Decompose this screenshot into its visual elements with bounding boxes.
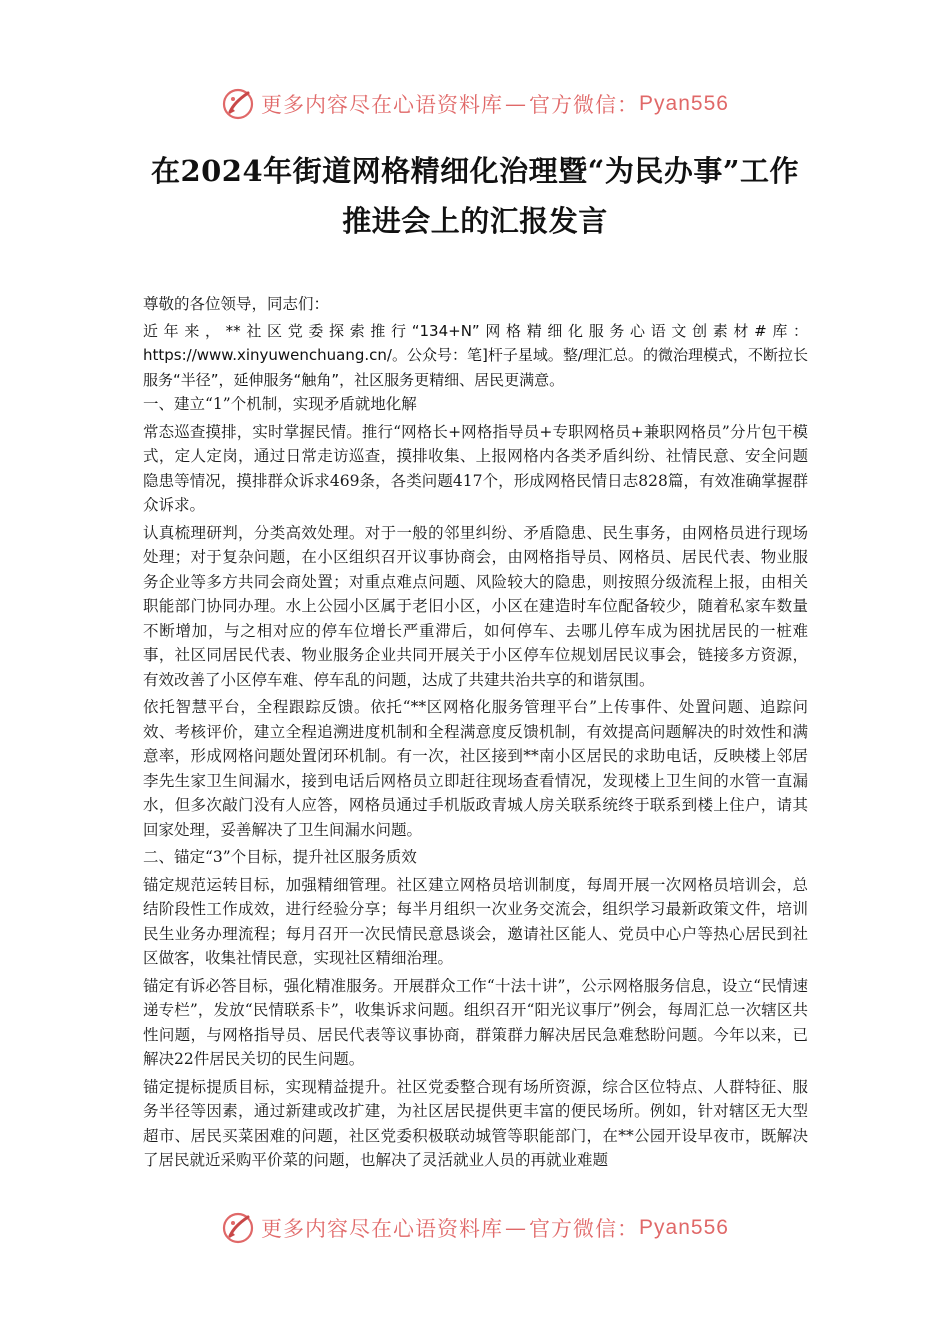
- intro-paragraph: 近年来，**社区党委探索推行“134+N”网格精细化服务心语文创素材#库：https://www.xinyuwenchuang.cn/。公众号：笔]杆子星域。整/理汇总。的微治理模式，不断拉长服务“半径”，延伸服务“触角”，社区服务更精细、居民更满意。: [143, 321, 808, 389]
- banner-account: Pyan556: [639, 92, 729, 115]
- banner-account: Pyan556: [639, 1216, 729, 1239]
- section-2-heading: 二、锚定“3”个目标，提升社区服务质效: [143, 848, 417, 866]
- paragraph-5: 锚定有诉必答目标，强化精准服务。开展群众工作“十法十讲”，公示网格服务信息，设立“民情速递专栏”，发放“民情联系卡”，收集诉求问题。组织召开“阳光议事厅”例会，每周汇总一次辖区共性问题，与网格指导员、居民代表等议事协商，群策群力解决居民急难愁盼问题。今年以来，已解决22件居民关切的民生问题。: [143, 976, 808, 1068]
- brush-logo-icon: [221, 87, 255, 121]
- paragraph-3: 依托智慧平台，全程跟踪反馈。依托“**区网格化服务管理平台”上传事件、处置问题、追踪问效、考核评价，建立全程追溯进度机制和全程满意度反馈机制，有效提高问题解决的时效性和满意率，形成网格问题处置闭环机制。有一次，社区接到**南小区居民的求助电话，反映楼上邻居李先生家卫生间漏水，接到电话后网格员立即赶往现场查看情况，发现楼上卫生间的水管一直漏水，但多次敲门没有人应答，网格员通过手机版政青城人房关联系统终于联系到楼上住户，请其回家处理，妥善解决了卫生间漏水问题。: [143, 698, 808, 839]
- document-title: [130, 146, 820, 246]
- title-line-1: 在2024年街道网格精细化治理暨“为民办事”工作: [150, 154, 800, 188]
- footer-watermark-banner: [0, 1208, 950, 1248]
- banner-separator: —: [505, 92, 528, 116]
- banner-account-label: 官方微信：: [529, 93, 640, 117]
- brush-logo-icon: [221, 1211, 255, 1245]
- paragraph-6: 锚定提标提质目标，实现精益提升。社区党委整合现有场所资源，综合区位特点、人群特征、服务半径等因素，通过新建或改扩建，为社区居民提供更丰富的便民场所。例如，针对辖区无大型超市、居民买菜困难的问题，社区党委积极联动城管等职能部门，在**公园开设早夜市，既解决了居民就近采购平价菜的问题，也解决了灵活就业人员的再就业难题: [143, 1077, 808, 1169]
- section-1-heading: 一、建立“1”个机制，实现矛盾就地化解: [143, 395, 417, 413]
- title-line-2: 推进会上的汇报发言: [342, 204, 608, 238]
- paragraph-2: 认真梳理研判，分类高效处理。对于一般的邻里纠纷、矛盾隐患、民生事务，由网格员进行现场处理；对于复杂问题，在小区组织召开议事协商会，由网格指导员、网格员、居民代表、物业服务企业等多方共同会商处置；对重点难点问题、风险较大的隐患，则按照分级流程上报，由相关职能部门协同办理。水上公园小区属于老旧小区，小区在建造时车位配备较少，随着私家车数量不断增加，与之相对应的停车位增长严重滞后，如何停车、去哪儿停车成为困扰居民的一桩难事，社区同居民代表、物业服务企业共同开展关于小区停车位规划居民议事会，链接多方资源，有效改善了小区停车难、停车乱的问题，达成了共建共治共享的和谐氛围。: [143, 523, 808, 689]
- greeting: 尊敬的各位领导，同志们：: [143, 295, 330, 313]
- header-watermark-banner: [0, 84, 950, 124]
- paragraph-4: 锚定规范运转目标，加强精细管理。社区建立网格员培训制度，每周开展一次网格员培训会，总结阶段性工作成效，进行经验分享；每半月组织一次业务交流会，组织学习最新政策文件，培训民生业务办理流程；每月召开一次民情民意恳谈会，邀请社区能人、党员中心户等热心居民到社区做客，收集社情民意，实现社区精细治理。: [143, 875, 808, 967]
- banner-separator: —: [505, 1216, 528, 1240]
- banner-account-label: 官方微信：: [529, 1217, 640, 1241]
- banner-text: 更多内容尽在心语资料库: [261, 93, 504, 117]
- document-body: [143, 292, 808, 1176]
- banner-text: 更多内容尽在心语资料库: [261, 1217, 504, 1241]
- paragraph-1: 常态巡查摸排，实时掌握民情。推行“网格长+网格指导员+专职网格员+兼职网格员”分片包干模式，定人定岗，通过日常走访巡查，摸排收集、上报网格内各类矛盾纠纷、社情民意、安全问题隐患等情况，摸排群众诉求469条，各类问题417个，形成网格民情日志828篇，有效准确掌握群众诉求。: [143, 422, 808, 514]
